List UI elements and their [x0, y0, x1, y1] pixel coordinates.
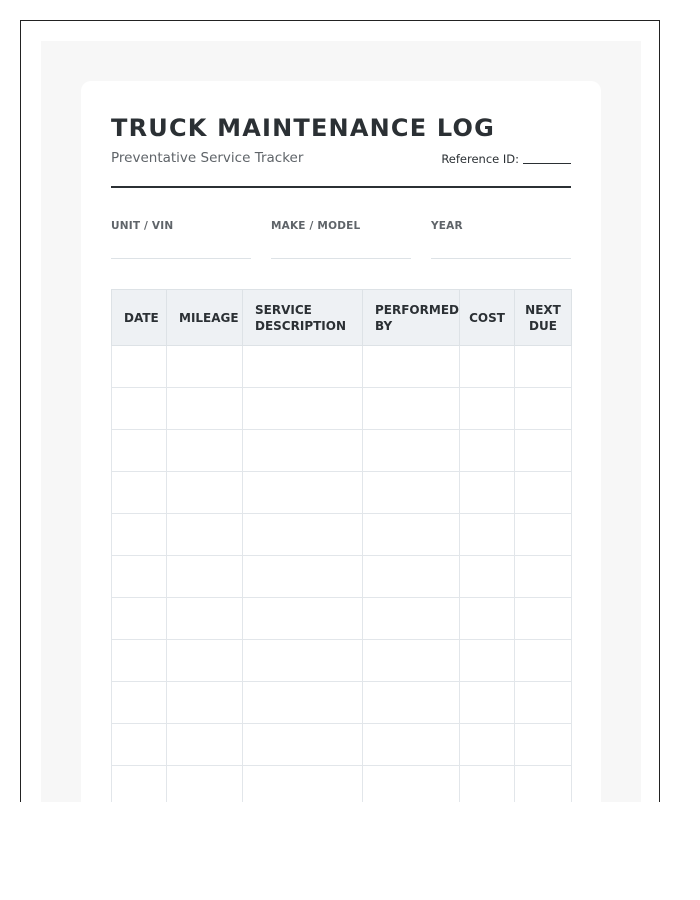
table-row — [112, 556, 572, 598]
year-label: YEAR — [431, 220, 463, 232]
log-sheet — [81, 81, 601, 802]
table-cell[interactable] — [112, 640, 167, 682]
column-header-cost: COST — [460, 290, 515, 346]
reference-id-label: Reference ID: — [441, 152, 519, 166]
table-cell[interactable] — [460, 682, 515, 724]
table-cell[interactable] — [167, 430, 243, 472]
table-cell[interactable] — [167, 766, 243, 803]
unit-vin-label: UNIT / VIN — [111, 220, 174, 232]
make-model-blank[interactable] — [271, 258, 411, 259]
table-cell[interactable] — [167, 388, 243, 430]
table-cell[interactable] — [243, 766, 363, 803]
table-cell[interactable] — [363, 598, 460, 640]
table-cell[interactable] — [112, 556, 167, 598]
table-cell[interactable] — [167, 514, 243, 556]
table-cell[interactable] — [112, 724, 167, 766]
table-cell[interactable] — [167, 472, 243, 514]
table-row — [112, 682, 572, 724]
column-header-next-due: NEXT DUE — [515, 290, 572, 346]
table-cell[interactable] — [243, 346, 363, 388]
table-cell[interactable] — [363, 682, 460, 724]
column-header-performed-by: PERFORMED BY — [363, 290, 460, 346]
column-header-mileage: MILEAGE — [167, 290, 243, 346]
table-cell[interactable] — [243, 514, 363, 556]
table-row — [112, 598, 572, 640]
table-cell[interactable] — [167, 556, 243, 598]
table-cell[interactable] — [243, 430, 363, 472]
table-cell[interactable] — [112, 766, 167, 803]
document-subtitle: Preventative Service Tracker — [111, 150, 304, 166]
table-row — [112, 724, 572, 766]
table-cell[interactable] — [112, 682, 167, 724]
table-cell[interactable] — [460, 766, 515, 803]
unit-vin-field[interactable] — [111, 220, 251, 232]
table-cell[interactable] — [243, 640, 363, 682]
table-cell[interactable] — [460, 430, 515, 472]
table-cell[interactable] — [363, 724, 460, 766]
table-cell[interactable] — [363, 472, 460, 514]
table-cell[interactable] — [515, 598, 572, 640]
table-cell[interactable] — [112, 388, 167, 430]
table-cell[interactable] — [243, 388, 363, 430]
table-cell[interactable] — [515, 346, 572, 388]
table-cell[interactable] — [515, 682, 572, 724]
table-cell[interactable] — [363, 514, 460, 556]
table-cell[interactable] — [243, 556, 363, 598]
table-row — [112, 346, 572, 388]
table-cell[interactable] — [460, 346, 515, 388]
table-cell[interactable] — [363, 346, 460, 388]
table-cell[interactable] — [243, 598, 363, 640]
table-cell[interactable] — [460, 724, 515, 766]
year-field[interactable] — [431, 220, 571, 232]
table-cell[interactable] — [167, 346, 243, 388]
table-cell[interactable] — [167, 682, 243, 724]
table-cell[interactable] — [460, 514, 515, 556]
table-cell[interactable] — [515, 388, 572, 430]
table-cell[interactable] — [515, 472, 572, 514]
table-cell[interactable] — [112, 472, 167, 514]
table-cell[interactable] — [460, 388, 515, 430]
unit-vin-blank[interactable] — [111, 258, 251, 259]
table-body — [112, 346, 572, 803]
table-cell[interactable] — [460, 556, 515, 598]
table-row — [112, 430, 572, 472]
year-blank[interactable] — [431, 258, 571, 259]
table-cell[interactable] — [112, 598, 167, 640]
table-cell[interactable] — [363, 556, 460, 598]
table-cell[interactable] — [515, 640, 572, 682]
page-background — [41, 41, 641, 802]
table-cell[interactable] — [363, 430, 460, 472]
make-model-label: MAKE / MODEL — [271, 220, 361, 232]
maintenance-log-table — [111, 289, 572, 802]
reference-id-blank[interactable] — [523, 163, 571, 164]
table-header-row — [112, 290, 572, 346]
reference-id — [441, 152, 571, 166]
table-cell[interactable] — [515, 766, 572, 803]
table-cell[interactable] — [363, 766, 460, 803]
table-cell[interactable] — [460, 640, 515, 682]
table-cell[interactable] — [112, 514, 167, 556]
table-cell[interactable] — [363, 388, 460, 430]
header-divider — [111, 186, 571, 188]
table-row — [112, 640, 572, 682]
table-cell[interactable] — [363, 640, 460, 682]
table-cell[interactable] — [515, 724, 572, 766]
table-cell[interactable] — [515, 556, 572, 598]
table-cell[interactable] — [112, 430, 167, 472]
table-cell[interactable] — [460, 598, 515, 640]
table-row — [112, 766, 572, 803]
table-cell[interactable] — [515, 514, 572, 556]
table-cell[interactable] — [167, 640, 243, 682]
table-cell[interactable] — [515, 430, 572, 472]
table-row — [112, 472, 572, 514]
column-header-service-description: SERVICE DESCRIPTION — [243, 290, 363, 346]
table-row — [112, 514, 572, 556]
table-cell[interactable] — [460, 472, 515, 514]
column-header-date: DATE — [112, 290, 167, 346]
table-cell[interactable] — [243, 682, 363, 724]
table-cell[interactable] — [167, 598, 243, 640]
table-row — [112, 388, 572, 430]
table-cell[interactable] — [167, 724, 243, 766]
table-cell[interactable] — [112, 346, 167, 388]
document-title: TRUCK MAINTENANCE LOG — [111, 114, 495, 142]
table-cell[interactable] — [243, 472, 363, 514]
table-cell[interactable] — [243, 724, 363, 766]
make-model-field[interactable] — [271, 220, 411, 232]
page-frame — [20, 20, 660, 802]
